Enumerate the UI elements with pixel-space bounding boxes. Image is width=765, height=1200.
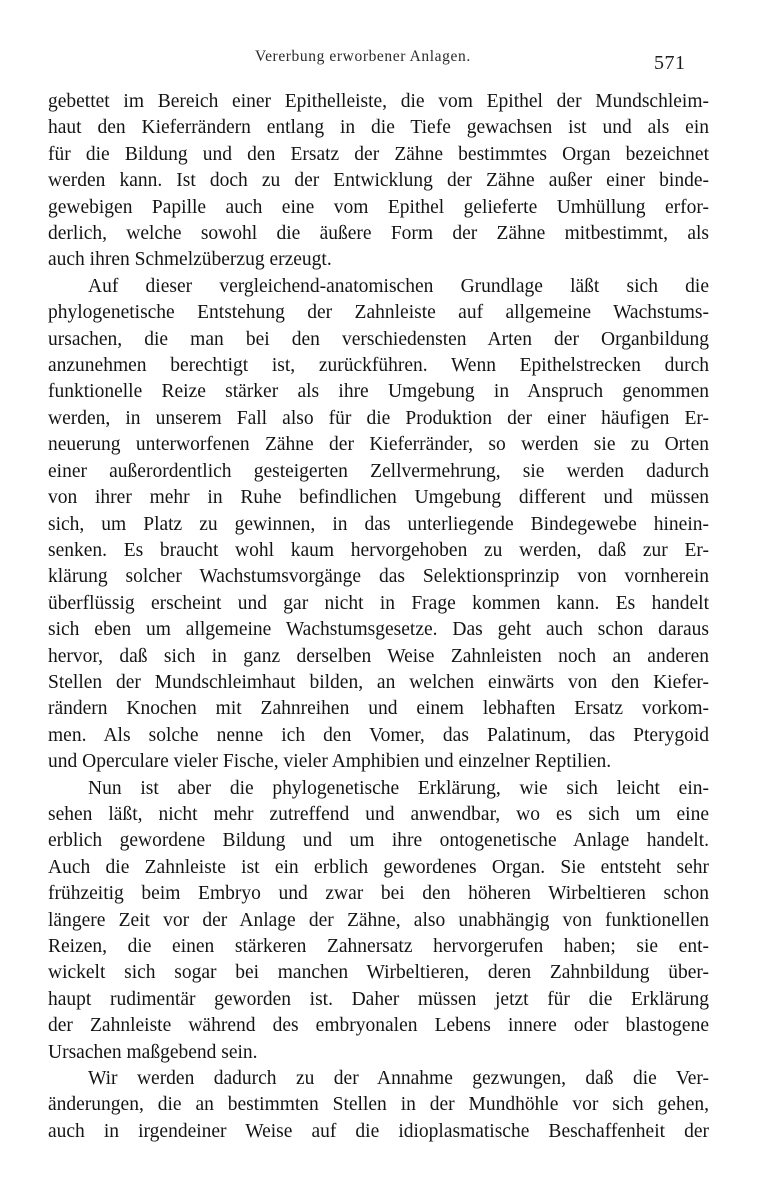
text-line: einer außerordentlich gesteigerten Zellvermehrung, sie werden dadurch bbox=[48, 460, 709, 482]
text-line: von ihrer mehr in Ruhe befindlichen Umgebung different und müssen bbox=[48, 487, 709, 509]
text-line: für die Bildung und den Ersatz der Zähne bestimmtes Organ bezeichnet bbox=[48, 143, 709, 165]
text-line: werden, in unserem Fall also für die Produktion der einer häufigen Er- bbox=[48, 407, 709, 429]
text-line: und Operculare vieler Fische, vieler Amphibien und einzelner Reptilien. bbox=[48, 751, 612, 773]
text-line: Ursachen maßgebend sein. bbox=[48, 1041, 258, 1063]
text-line: Reizen, die einen stärkeren Zahnersatz hervorgerufen haben; sie ent- bbox=[48, 936, 709, 957]
text-line: ursachen, die man bei den verschiedensten Arten der Organbildung bbox=[48, 328, 709, 350]
text-line: funktionelle Reize stärker als ihre Umgebung in Anspruch genommen bbox=[48, 381, 709, 403]
text-line: phylogenetische Entstehung der Zahnleiste auf allgemeine Wachstums- bbox=[48, 302, 709, 324]
text-line: wickelt sich sogar bei manchen Wirbeltieren, deren Zahnbildung über- bbox=[48, 962, 709, 984]
body-text bbox=[48, 89, 709, 1145]
text-line: klärung solcher Wachstumsvorgänge das Selektionsprinzip von vornherein bbox=[48, 566, 709, 588]
text-line: erblich gewordene Bildung und um ihre ontogenetische Anlage handelt. bbox=[48, 830, 709, 852]
text-line: anzunehmen berechtigt ist, zurückführen. Wenn Epithelstrecken durch bbox=[48, 355, 709, 377]
text-line: werden kann. Ist doch zu der Entwicklung der Zähne außer einer binde- bbox=[48, 170, 709, 192]
paragraph-4 bbox=[48, 1066, 709, 1145]
text-line: Auf dieser vergleichend-anatomischen Grundlage läßt sich die bbox=[88, 275, 709, 297]
text-line: änderungen, die an bestimmten Stellen in der Mundhöhle vor sich gehen, bbox=[48, 1094, 709, 1116]
text-line: haupt rudimentär geworden ist. Daher müssen jetzt für die Erklärung bbox=[48, 988, 709, 1010]
text-line: hervor, daß sich in ganz derselben Weise Zahnleisten noch an anderen bbox=[48, 645, 709, 667]
text-line: rändern Knochen mit Zahnreihen und einem lebhaften Ersatz vorkom- bbox=[48, 698, 709, 720]
text-line: men. Als solche nenne ich den Vomer, das Palatinum, das Pterygoid bbox=[48, 724, 709, 746]
text-line: haut den Kieferrändern entlang in die Tiefe gewachsen ist und als ein bbox=[48, 117, 709, 139]
text-line: gebettet im Bereich einer Epithelleiste, die vom Epithel der Mundschleim- bbox=[48, 91, 709, 112]
text-line: längere Zeit vor der Anlage der Zähne, also unabhängig von funktionellen bbox=[48, 909, 709, 931]
text-line: gewebigen Papille auch eine vom Epithel gelieferte Umhüllung erfor- bbox=[48, 196, 709, 218]
text-line: auch in irgendeiner Weise auf die idioplasmatische Beschaffenheit der bbox=[48, 1120, 709, 1142]
paragraph-3 bbox=[48, 776, 709, 1066]
text-line: sich eben um allgemeine Wachstumsgesetze. Das geht auch schon daraus bbox=[48, 619, 709, 641]
text-line: der Zahnleiste während des embryonalen Lebens innere oder blastogene bbox=[48, 1015, 709, 1037]
page-number: 571 bbox=[654, 52, 686, 74]
text-line: Wir werden dadurch zu der Annahme gezwungen, daß die Ver- bbox=[88, 1068, 709, 1090]
paragraph-1 bbox=[48, 89, 709, 274]
text-line: derlich, welche sowohl die äußere Form der Zähne mitbestimmt, als bbox=[48, 223, 709, 245]
text-line: sehen läßt, nicht mehr zutreffend und anwendbar, wo es sich um eine bbox=[48, 803, 709, 825]
text-line: senken. Es braucht wohl kaum hervorgehoben zu werden, daß zur Er- bbox=[48, 539, 709, 561]
text-line: Auch die Zahnleiste ist ein erblich gewordenes Organ. Sie entsteht sehr bbox=[48, 856, 709, 878]
text-line: Nun ist aber die phylogenetische Erklärung, wie sich leicht ein- bbox=[88, 777, 709, 799]
text-line: neuerung unterworfenen Zähne der Kieferränder, so werden sie zu Orten bbox=[48, 434, 709, 456]
text-line: frühzeitig beim Embryo und zwar bei den höheren Wirbeltieren schon bbox=[48, 883, 709, 905]
text-line: überflüssig erscheint und gar nicht in Frage kommen kann. Es handelt bbox=[48, 592, 709, 614]
paragraph-2 bbox=[48, 274, 709, 776]
text-line: Stellen der Mundschleimhaut bilden, an welchen einwärts von den Kiefer- bbox=[48, 671, 709, 693]
text-line: sich, um Platz zu gewinnen, in das unterliegende Bindegewebe hinein- bbox=[48, 513, 709, 535]
text-line: auch ihren Schmelzüberzug erzeugt. bbox=[48, 249, 332, 271]
running-header: Vererbung erworbener Anlagen. bbox=[255, 48, 471, 65]
